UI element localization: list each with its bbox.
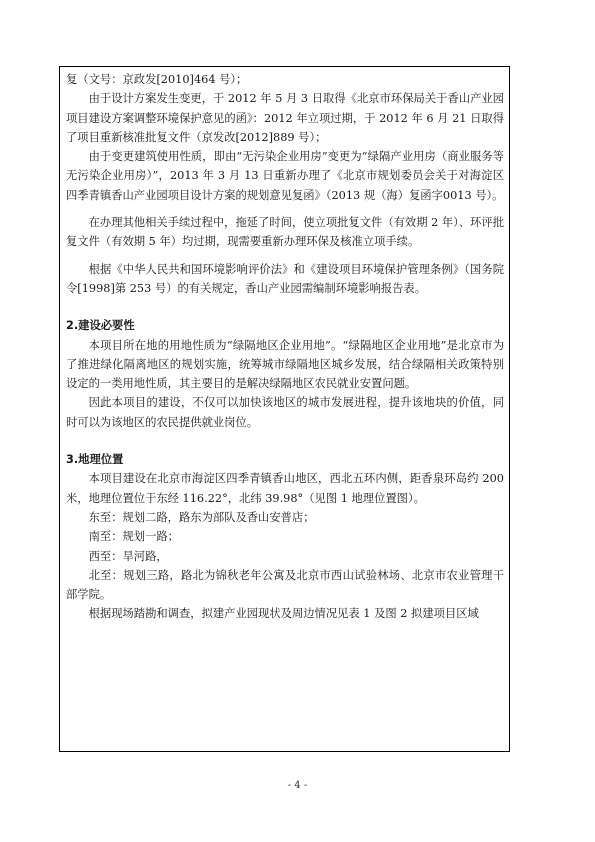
paragraph-location: 本项目建设在北京市海淀区四季青镇香山地区，西北五环内侧，距香泉环岛约 200 米，地理位置位于东经 116.22°，北纬 39.98°（见图 1 地理位置图）。 bbox=[66, 472, 504, 505]
document-body bbox=[66, 70, 504, 624]
boundary-north: 北至：规划三路，路北为锦秋老年公寓及北京市西山试验林场、北京市农业管理干部学院。 bbox=[66, 568, 504, 602]
paragraph-legal-basis: 根据《中华人民共和国环境影响评价法》和《建设项目环境保护管理条例》（国务院令[1998]第 253 号）的有关规定，香山产业园需编制环境影响报告表。 bbox=[66, 262, 504, 295]
paragraph-benefits: 因此本项目的建设，不仅可以加快该地区的城市发展进程，提升该地块的价值，同时可以为该地区的农民提供就业岗位。 bbox=[66, 396, 504, 429]
paragraph-site-survey: 根据现场踏勘和调查，拟建产业园现状及周边情况见表 1 及图 2 拟建项目区域 bbox=[88, 607, 479, 621]
boundary-west: 西至：旱河路， bbox=[88, 549, 168, 563]
page-number: - 4 - bbox=[287, 780, 308, 791]
section-heading-necessity: 2.建设必要性 bbox=[66, 319, 135, 333]
paragraph-expired-approvals: 在办理其他相关手续过程中，拖延了时间，使立项批复文件（有效期 2 年）、环评批复文件（有效期 5 年）均过期，现需要重新办理环保及核准立项手续。 bbox=[66, 216, 505, 249]
paragraph-usage-change: 由于变更建筑使用性质，即由“无污染企业用房”变更为“绿隔产业用房（商业服务等无污染企业用房）”，2013 年 3 月 13 日重新办理了《北京市规划委员会关于对海淀区四季青镇香山产业园项目设计方案的规划意见复函》（2013 规（海）复函字0013 号）。 bbox=[66, 150, 504, 202]
boundary-east: 东至：规划二路，路东为部队及香山安普店； bbox=[88, 510, 315, 524]
paragraph-design-change: 由于设计方案发生变更，于 2012 年 5 月 3 日取得《北京市环保局关于香山产业园项目建设方案调整环境保护意见的函》：2012 年立项过期，于 2012 年 6 月 21 日取得了项目重新核准批复文件（京发改[2012]889 号）； bbox=[66, 92, 504, 144]
paragraph-approval-ref: 复（文号：京政发[2010]464 号）； bbox=[66, 73, 248, 86]
boundary-south: 南至：规划一路； bbox=[88, 530, 179, 544]
section-heading-location: 3.地理位置 bbox=[66, 453, 124, 467]
paragraph-land-use: 本项目所在地的用地性质为“绿隔地区企业用地”。“绿隔地区企业用地”是北京市为了推进绿化隔离地区的规划实施，统筹城市绿隔地区城乡发展，结合绿隔相关政策特别设定的一类用地性质，其主要目的是解决绿隔地区农民就业安置问题。 bbox=[66, 338, 504, 391]
